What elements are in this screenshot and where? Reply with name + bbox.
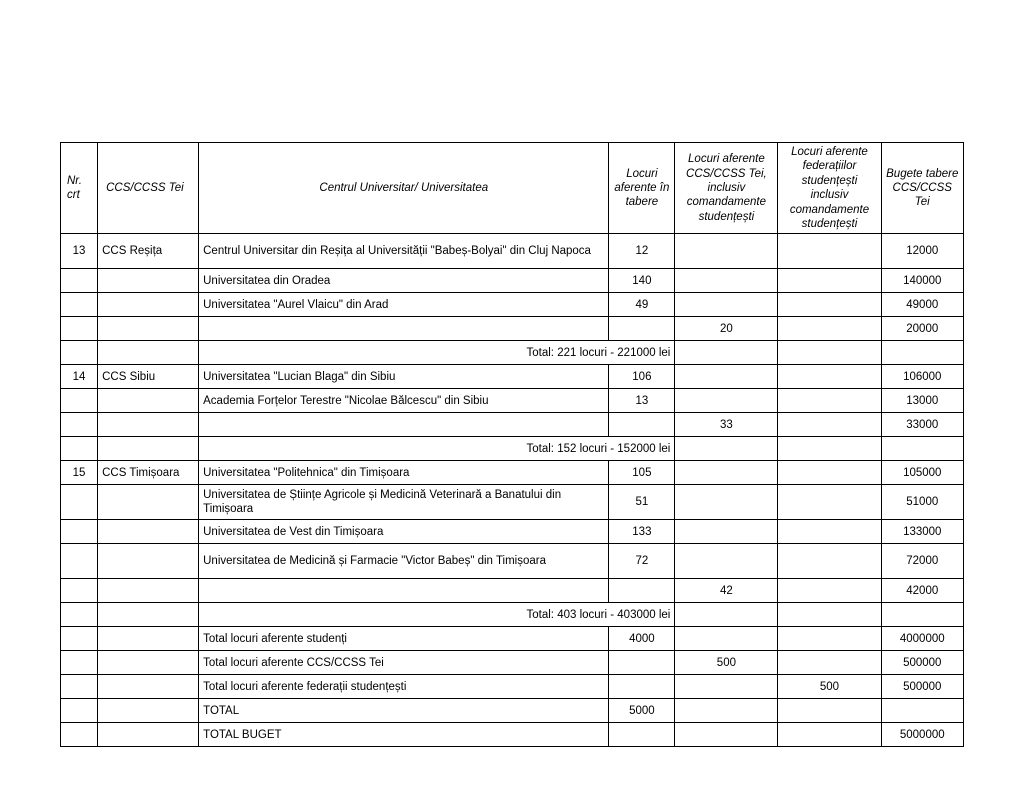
cell-nr-crt: 15 <box>61 461 98 485</box>
cell-total-label: Total: 403 locuri - 403000 lei <box>199 603 675 627</box>
cell-universitate: Total locuri aferente studenți <box>199 627 609 651</box>
cell-buget: 5000000 <box>881 723 963 747</box>
table-row <box>61 651 964 675</box>
cell-nr-crt <box>61 413 98 437</box>
cell-locuri-ccs <box>675 293 778 317</box>
cell-locuri-federatii <box>778 293 881 317</box>
cell-buget <box>881 341 963 365</box>
cell-locuri-federatii <box>778 699 881 723</box>
cell-locuri-ccs <box>675 485 778 520</box>
cell-universitate: Total locuri aferente CCS/CCSS Tei <box>199 651 609 675</box>
cell-universitate: Universitatea "Aurel Vlaicu" din Arad <box>199 293 609 317</box>
cell-locuri-federatii <box>778 651 881 675</box>
cell-locuri-ccs <box>675 234 778 269</box>
table-row <box>61 389 964 413</box>
cell-locuri-ccs: 33 <box>675 413 778 437</box>
cell-buget: 13000 <box>881 389 963 413</box>
cell-buget: 33000 <box>881 413 963 437</box>
header-cell-nr-crt: Nr. crt <box>61 143 98 234</box>
cell-locuri-tabere: 12 <box>609 234 675 269</box>
cell-nr-crt: 13 <box>61 234 98 269</box>
cell-ccs: CCS Reșița <box>98 234 199 269</box>
cell-ccs <box>98 544 199 579</box>
cell-locuri-ccs: 500 <box>675 651 778 675</box>
cell-locuri-ccs <box>675 544 778 579</box>
cell-locuri-federatii <box>778 341 881 365</box>
cell-locuri-ccs <box>675 627 778 651</box>
cell-ccs <box>98 675 199 699</box>
cell-nr-crt <box>61 675 98 699</box>
cell-buget: 140000 <box>881 269 963 293</box>
cell-locuri-federatii <box>778 389 881 413</box>
cell-nr-crt <box>61 437 98 461</box>
cell-ccs <box>98 389 199 413</box>
cell-nr-crt <box>61 603 98 627</box>
table-row <box>61 675 964 699</box>
table-row <box>61 269 964 293</box>
cell-locuri-tabere <box>609 317 675 341</box>
cell-nr-crt <box>61 269 98 293</box>
cell-ccs <box>98 317 199 341</box>
cell-buget: 4000000 <box>881 627 963 651</box>
cell-total-label: Total: 221 locuri - 221000 lei <box>199 341 675 365</box>
cell-buget: 49000 <box>881 293 963 317</box>
header-cell-ccs: CCS/CCSS Tei <box>98 143 199 234</box>
cell-nr-crt <box>61 485 98 520</box>
cell-nr-crt <box>61 651 98 675</box>
cell-locuri-tabere: 133 <box>609 520 675 544</box>
cell-universitate: TOTAL BUGET <box>199 723 609 747</box>
cell-locuri-tabere: 49 <box>609 293 675 317</box>
cell-nr-crt <box>61 293 98 317</box>
allocation-table <box>60 142 964 747</box>
cell-locuri-federatii: 500 <box>778 675 881 699</box>
cell-locuri-federatii <box>778 413 881 437</box>
cell-locuri-federatii <box>778 723 881 747</box>
table-row <box>61 699 964 723</box>
cell-locuri-tabere: 105 <box>609 461 675 485</box>
table-container <box>60 142 964 747</box>
cell-ccs <box>98 293 199 317</box>
cell-locuri-federatii <box>778 485 881 520</box>
cell-ccs <box>98 579 199 603</box>
cell-locuri-ccs <box>675 389 778 413</box>
cell-locuri-ccs <box>675 675 778 699</box>
cell-universitate: Academia Forțelor Terestre "Nicolae Bălcescu" din Sibiu <box>199 389 609 413</box>
cell-nr-crt <box>61 723 98 747</box>
table-row <box>61 603 964 627</box>
cell-locuri-federatii <box>778 627 881 651</box>
cell-locuri-ccs <box>675 269 778 293</box>
header-row <box>61 143 964 234</box>
cell-ccs <box>98 269 199 293</box>
cell-ccs <box>98 651 199 675</box>
cell-ccs <box>98 723 199 747</box>
cell-locuri-federatii <box>778 603 881 627</box>
cell-universitate: Universitatea de Științe Agricole și Medicină Veterinară a Banatului din Timișoara <box>199 485 609 520</box>
cell-locuri-federatii <box>778 579 881 603</box>
cell-locuri-federatii <box>778 461 881 485</box>
cell-buget <box>881 437 963 461</box>
cell-locuri-tabere: 13 <box>609 389 675 413</box>
table-row <box>61 365 964 389</box>
cell-nr-crt <box>61 627 98 651</box>
table-row <box>61 723 964 747</box>
cell-universitate: Universitatea din Oradea <box>199 269 609 293</box>
table-row <box>61 413 964 437</box>
cell-locuri-tabere: 106 <box>609 365 675 389</box>
table-row <box>61 485 964 520</box>
cell-universitate: Total locuri aferente federații studențești <box>199 675 609 699</box>
cell-universitate: Universitatea de Vest din Timișoara <box>199 520 609 544</box>
table-row <box>61 234 964 269</box>
cell-buget: 105000 <box>881 461 963 485</box>
cell-buget: 51000 <box>881 485 963 520</box>
cell-locuri-federatii <box>778 520 881 544</box>
cell-locuri-ccs: 20 <box>675 317 778 341</box>
cell-nr-crt: 14 <box>61 365 98 389</box>
cell-locuri-ccs: 42 <box>675 579 778 603</box>
cell-ccs <box>98 520 199 544</box>
cell-buget: 106000 <box>881 365 963 389</box>
cell-universitate: Centrul Universitar din Reșița al Universității "Babeș-Bolyai" din Cluj Napoca <box>199 234 609 269</box>
cell-nr-crt <box>61 699 98 723</box>
cell-buget <box>881 603 963 627</box>
cell-locuri-ccs <box>675 461 778 485</box>
table-header <box>61 143 964 234</box>
cell-locuri-federatii <box>778 365 881 389</box>
cell-nr-crt <box>61 389 98 413</box>
cell-ccs: CCS Sibiu <box>98 365 199 389</box>
cell-ccs <box>98 437 199 461</box>
cell-nr-crt <box>61 579 98 603</box>
cell-ccs <box>98 485 199 520</box>
cell-locuri-federatii <box>778 317 881 341</box>
cell-universitate: Universitatea "Politehnica" din Timișoara <box>199 461 609 485</box>
cell-nr-crt <box>61 341 98 365</box>
cell-locuri-ccs <box>675 723 778 747</box>
cell-locuri-tabere: 4000 <box>609 627 675 651</box>
cell-locuri-ccs <box>675 699 778 723</box>
cell-locuri-federatii <box>778 234 881 269</box>
cell-nr-crt <box>61 544 98 579</box>
cell-total-label: Total: 152 locuri - 152000 lei <box>199 437 675 461</box>
cell-locuri-tabere: 51 <box>609 485 675 520</box>
cell-locuri-tabere <box>609 723 675 747</box>
table-row <box>61 579 964 603</box>
cell-locuri-tabere: 72 <box>609 544 675 579</box>
table-row <box>61 317 964 341</box>
table-row <box>61 461 964 485</box>
header-cell-bugete: Bugete tabere CCS/CCSS Tei <box>881 143 963 234</box>
cell-locuri-tabere: 5000 <box>609 699 675 723</box>
header-cell-locuri-federatii: Locuri aferente federațiilor studențești inclusiv comandamente studențești <box>778 143 881 234</box>
cell-locuri-tabere: 140 <box>609 269 675 293</box>
cell-ccs <box>98 699 199 723</box>
cell-locuri-federatii <box>778 544 881 579</box>
cell-locuri-federatii <box>778 269 881 293</box>
table-row <box>61 341 964 365</box>
cell-ccs <box>98 413 199 437</box>
table-body <box>61 234 964 747</box>
cell-locuri-tabere <box>609 579 675 603</box>
table-row <box>61 293 964 317</box>
cell-universitate: TOTAL <box>199 699 609 723</box>
cell-locuri-tabere <box>609 651 675 675</box>
cell-buget: 500000 <box>881 675 963 699</box>
cell-locuri-ccs <box>675 437 778 461</box>
cell-locuri-ccs <box>675 341 778 365</box>
cell-universitate: Universitatea de Medicină și Farmacie "Victor Babeș" din Timișoara <box>199 544 609 579</box>
cell-buget <box>881 699 963 723</box>
cell-nr-crt <box>61 520 98 544</box>
cell-buget: 20000 <box>881 317 963 341</box>
cell-universitate <box>199 413 609 437</box>
cell-universitate <box>199 579 609 603</box>
cell-buget: 72000 <box>881 544 963 579</box>
cell-locuri-ccs <box>675 520 778 544</box>
cell-buget: 12000 <box>881 234 963 269</box>
cell-universitate <box>199 317 609 341</box>
cell-locuri-ccs <box>675 365 778 389</box>
header-cell-locuri-ccs: Locuri aferente CCS/CCSS Tei, inclusiv comandamente studențești <box>675 143 778 234</box>
cell-ccs <box>98 341 199 365</box>
table-row <box>61 437 964 461</box>
cell-ccs <box>98 603 199 627</box>
cell-locuri-tabere <box>609 413 675 437</box>
cell-locuri-tabere <box>609 675 675 699</box>
table-row <box>61 520 964 544</box>
cell-locuri-federatii <box>778 437 881 461</box>
table-row <box>61 544 964 579</box>
header-cell-centru-universitar: Centrul Universitar/ Universitatea <box>199 143 609 234</box>
header-cell-locuri-tabere: Locuri aferente în tabere <box>609 143 675 234</box>
cell-buget: 42000 <box>881 579 963 603</box>
cell-buget: 133000 <box>881 520 963 544</box>
cell-nr-crt <box>61 317 98 341</box>
cell-ccs: CCS Timișoara <box>98 461 199 485</box>
cell-ccs <box>98 627 199 651</box>
table-row <box>61 627 964 651</box>
cell-locuri-ccs <box>675 603 778 627</box>
cell-universitate: Universitatea "Lucian Blaga" din Sibiu <box>199 365 609 389</box>
cell-buget: 500000 <box>881 651 963 675</box>
